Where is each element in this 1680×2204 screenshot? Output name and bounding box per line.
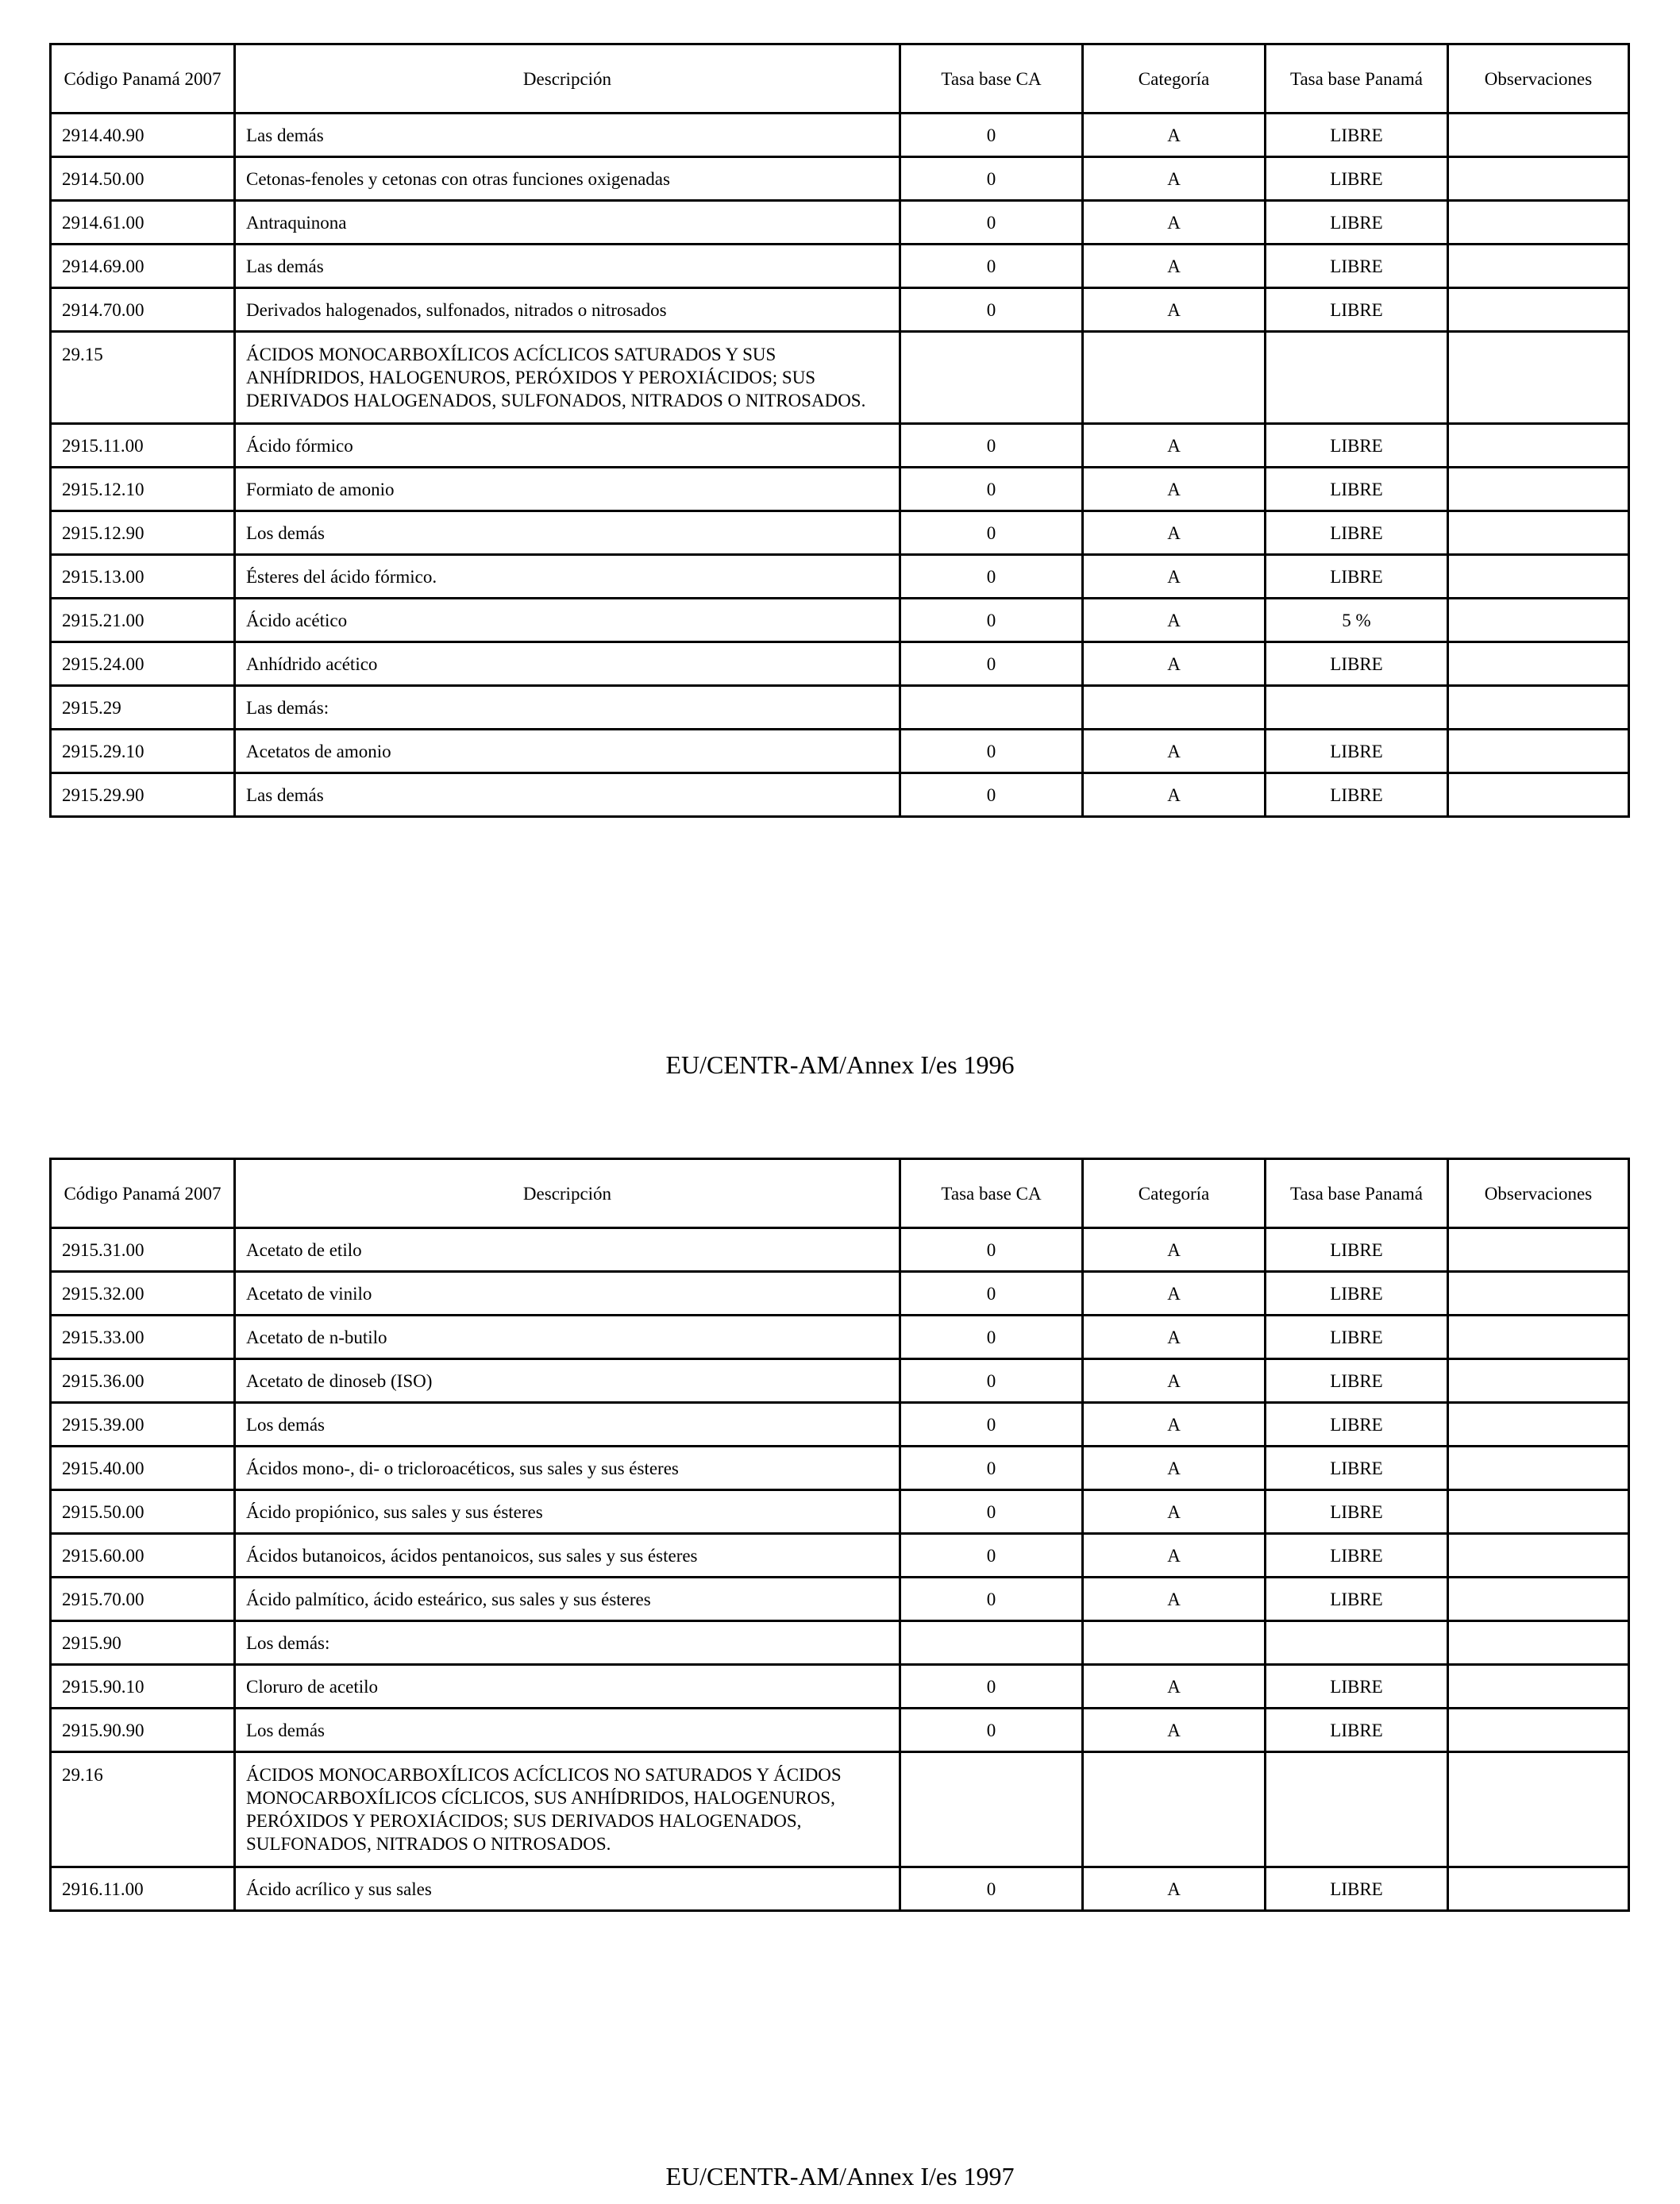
tariff-table-1 bbox=[49, 43, 1630, 818]
cell-observations bbox=[1448, 686, 1629, 730]
cell-category bbox=[1083, 332, 1266, 424]
table-row bbox=[51, 1447, 1629, 1490]
header-rate-panama: Tasa base Panamá bbox=[1266, 1159, 1448, 1228]
cell-description: Antraquinona bbox=[235, 201, 900, 245]
table-row bbox=[51, 114, 1629, 157]
cell-rate-ca: 0 bbox=[900, 599, 1083, 642]
cell-category: A bbox=[1083, 1359, 1266, 1403]
table-row bbox=[51, 1272, 1629, 1316]
cell-description: ÁCIDOS MONOCARBOXÍLICOS ACÍCLICOS NO SATURADOS Y ÁCIDOS MONOCARBOXÍLICOS CÍCLICOS, SUS ANHÍDRIDOS, HALOGENUROS, PERÓXIDOS Y PEROXIÁCIDOS; SUS DERIVADOS HALOGENADOS, SULFONADOS, NITRADOS O NITROSADOS. bbox=[235, 1752, 900, 1867]
cell-category: A bbox=[1083, 730, 1266, 773]
cell-code: 2915.31.00 bbox=[51, 1228, 235, 1272]
cell-rate-panama: LIBRE bbox=[1266, 245, 1448, 288]
cell-description: Ácido palmítico, ácido esteárico, sus sales y sus ésteres bbox=[235, 1578, 900, 1621]
table-row bbox=[51, 1534, 1629, 1578]
table-row bbox=[51, 599, 1629, 642]
cell-code: 2915.70.00 bbox=[51, 1578, 235, 1621]
cell-code: 2915.12.90 bbox=[51, 511, 235, 555]
cell-category: A bbox=[1083, 468, 1266, 511]
cell-rate-panama bbox=[1266, 1621, 1448, 1665]
cell-observations bbox=[1448, 1447, 1629, 1490]
cell-category: A bbox=[1083, 599, 1266, 642]
cell-description: Los demás: bbox=[235, 1621, 900, 1665]
cell-observations bbox=[1448, 1316, 1629, 1359]
header-rate-ca: Tasa base CA bbox=[900, 1159, 1083, 1228]
cell-rate-ca: 0 bbox=[900, 511, 1083, 555]
cell-code: 2915.33.00 bbox=[51, 1316, 235, 1359]
cell-description: Derivados halogenados, sulfonados, nitrados o nitrosados bbox=[235, 288, 900, 332]
cell-category: A bbox=[1083, 157, 1266, 201]
cell-description: Las demás bbox=[235, 114, 900, 157]
cell-rate-ca: 0 bbox=[900, 288, 1083, 332]
cell-rate-ca: 0 bbox=[900, 730, 1083, 773]
cell-rate-ca: 0 bbox=[900, 1272, 1083, 1316]
table-row bbox=[51, 1665, 1629, 1709]
cell-code: 2915.11.00 bbox=[51, 424, 235, 468]
header-rate-ca: Tasa base CA bbox=[900, 44, 1083, 114]
cell-rate-ca: 0 bbox=[900, 642, 1083, 686]
table-row bbox=[51, 555, 1629, 599]
header-observations: Observaciones bbox=[1448, 44, 1629, 114]
cell-rate-ca: 0 bbox=[900, 424, 1083, 468]
cell-category bbox=[1083, 1752, 1266, 1867]
cell-observations bbox=[1448, 1534, 1629, 1578]
cell-category: A bbox=[1083, 245, 1266, 288]
table-row bbox=[51, 1359, 1629, 1403]
table-row bbox=[51, 642, 1629, 686]
cell-rate-panama: LIBRE bbox=[1266, 1867, 1448, 1911]
header-code: Código Panamá 2007 bbox=[51, 1159, 235, 1228]
header-observations: Observaciones bbox=[1448, 1159, 1629, 1228]
cell-observations bbox=[1448, 1359, 1629, 1403]
cell-description: Los demás bbox=[235, 1709, 900, 1752]
cell-category: A bbox=[1083, 511, 1266, 555]
cell-observations bbox=[1448, 1578, 1629, 1621]
cell-description: Los demás bbox=[235, 1403, 900, 1447]
cell-code: 2916.11.00 bbox=[51, 1867, 235, 1911]
cell-observations bbox=[1448, 1709, 1629, 1752]
cell-rate-ca: 0 bbox=[900, 1665, 1083, 1709]
cell-rate-ca bbox=[900, 686, 1083, 730]
cell-observations bbox=[1448, 332, 1629, 424]
cell-rate-ca: 0 bbox=[900, 201, 1083, 245]
cell-description: Acetato de n-butilo bbox=[235, 1316, 900, 1359]
cell-category: A bbox=[1083, 1867, 1266, 1911]
cell-description: Ácido fórmico bbox=[235, 424, 900, 468]
cell-category: A bbox=[1083, 1709, 1266, 1752]
cell-rate-panama: LIBRE bbox=[1266, 1447, 1448, 1490]
cell-category bbox=[1083, 1621, 1266, 1665]
cell-code: 2914.50.00 bbox=[51, 157, 235, 201]
cell-rate-ca: 0 bbox=[900, 1403, 1083, 1447]
cell-rate-panama: LIBRE bbox=[1266, 773, 1448, 817]
tariff-table-section-2 bbox=[49, 1158, 1628, 1912]
cell-rate-ca: 0 bbox=[900, 157, 1083, 201]
cell-category: A bbox=[1083, 1665, 1266, 1709]
table-row bbox=[51, 1228, 1629, 1272]
cell-category: A bbox=[1083, 1228, 1266, 1272]
cell-code: 2915.60.00 bbox=[51, 1534, 235, 1578]
cell-category: A bbox=[1083, 555, 1266, 599]
cell-code: 2914.40.90 bbox=[51, 114, 235, 157]
table-row bbox=[51, 1316, 1629, 1359]
cell-code: 2915.32.00 bbox=[51, 1272, 235, 1316]
cell-observations bbox=[1448, 773, 1629, 817]
header-description: Descripción bbox=[235, 44, 900, 114]
table-row bbox=[51, 1621, 1629, 1665]
cell-description: Acetato de etilo bbox=[235, 1228, 900, 1272]
cell-rate-ca: 0 bbox=[900, 1447, 1083, 1490]
cell-rate-ca: 0 bbox=[900, 1534, 1083, 1578]
cell-code: 2914.69.00 bbox=[51, 245, 235, 288]
cell-observations bbox=[1448, 157, 1629, 201]
table-row bbox=[51, 730, 1629, 773]
cell-observations bbox=[1448, 1752, 1629, 1867]
tariff-table-2 bbox=[49, 1158, 1630, 1912]
cell-rate-ca: 0 bbox=[900, 1490, 1083, 1534]
cell-description: Ésteres del ácido fórmico. bbox=[235, 555, 900, 599]
cell-description: Los demás bbox=[235, 511, 900, 555]
cell-observations bbox=[1448, 511, 1629, 555]
table-row bbox=[51, 288, 1629, 332]
cell-rate-panama: LIBRE bbox=[1266, 157, 1448, 201]
cell-rate-panama bbox=[1266, 686, 1448, 730]
heading-row bbox=[51, 332, 1629, 424]
cell-rate-ca: 0 bbox=[900, 1228, 1083, 1272]
cell-rate-ca: 0 bbox=[900, 1359, 1083, 1403]
cell-observations bbox=[1448, 1621, 1629, 1665]
cell-rate-panama: LIBRE bbox=[1266, 424, 1448, 468]
table-body bbox=[51, 1228, 1629, 1911]
cell-description: Formiato de amonio bbox=[235, 468, 900, 511]
cell-code: 2915.12.10 bbox=[51, 468, 235, 511]
cell-code: 2915.36.00 bbox=[51, 1359, 235, 1403]
tariff-table-section-1 bbox=[49, 43, 1628, 818]
cell-rate-ca: 0 bbox=[900, 114, 1083, 157]
cell-observations bbox=[1448, 288, 1629, 332]
cell-observations bbox=[1448, 599, 1629, 642]
cell-category: A bbox=[1083, 201, 1266, 245]
cell-category: A bbox=[1083, 773, 1266, 817]
cell-observations bbox=[1448, 114, 1629, 157]
cell-rate-ca: 0 bbox=[900, 1867, 1083, 1911]
table-row bbox=[51, 1403, 1629, 1447]
cell-rate-panama: LIBRE bbox=[1266, 1665, 1448, 1709]
cell-code: 2915.29 bbox=[51, 686, 235, 730]
cell-description: Acetatos de amonio bbox=[235, 730, 900, 773]
cell-description: Las demás bbox=[235, 245, 900, 288]
page-footer: EU/CENTR-AM/Annex I/es 1996 bbox=[665, 1050, 1015, 1079]
cell-code: 2915.40.00 bbox=[51, 1447, 235, 1490]
header-rate-panama: Tasa base Panamá bbox=[1266, 44, 1448, 114]
cell-rate-panama: LIBRE bbox=[1266, 1578, 1448, 1621]
cell-description: Acetato de vinilo bbox=[235, 1272, 900, 1316]
cell-observations bbox=[1448, 1272, 1629, 1316]
cell-rate-panama bbox=[1266, 1752, 1448, 1867]
cell-category: A bbox=[1083, 1403, 1266, 1447]
cell-rate-ca: 0 bbox=[900, 468, 1083, 511]
table-row bbox=[51, 201, 1629, 245]
cell-description: Ácidos mono-, di- o tricloroacéticos, sus sales y sus ésteres bbox=[235, 1447, 900, 1490]
cell-rate-panama bbox=[1266, 332, 1448, 424]
table-row bbox=[51, 686, 1629, 730]
cell-rate-panama: LIBRE bbox=[1266, 1228, 1448, 1272]
cell-rate-ca: 0 bbox=[900, 1316, 1083, 1359]
cell-code: 2915.50.00 bbox=[51, 1490, 235, 1534]
cell-rate-panama: LIBRE bbox=[1266, 1534, 1448, 1578]
cell-code: 2915.90.10 bbox=[51, 1665, 235, 1709]
cell-category: A bbox=[1083, 114, 1266, 157]
cell-rate-panama: LIBRE bbox=[1266, 1709, 1448, 1752]
cell-category: A bbox=[1083, 1447, 1266, 1490]
cell-observations bbox=[1448, 730, 1629, 773]
cell-description: Ácidos butanoicos, ácidos pentanoicos, sus sales y sus ésteres bbox=[235, 1534, 900, 1578]
cell-code: 29.16 bbox=[51, 1752, 235, 1867]
cell-observations bbox=[1448, 245, 1629, 288]
cell-rate-panama: LIBRE bbox=[1266, 1490, 1448, 1534]
table-row bbox=[51, 424, 1629, 468]
cell-rate-panama: LIBRE bbox=[1266, 555, 1448, 599]
cell-code: 2915.21.00 bbox=[51, 599, 235, 642]
table-row bbox=[51, 245, 1629, 288]
cell-rate-panama: LIBRE bbox=[1266, 642, 1448, 686]
cell-code: 2915.13.00 bbox=[51, 555, 235, 599]
cell-code: 2914.70.00 bbox=[51, 288, 235, 332]
table-header-row bbox=[51, 44, 1629, 114]
table-row bbox=[51, 1490, 1629, 1534]
cell-rate-ca: 0 bbox=[900, 1578, 1083, 1621]
cell-category: A bbox=[1083, 642, 1266, 686]
cell-rate-panama: LIBRE bbox=[1266, 1359, 1448, 1403]
table-row bbox=[51, 773, 1629, 817]
cell-rate-panama: LIBRE bbox=[1266, 288, 1448, 332]
cell-description: Anhídrido acético bbox=[235, 642, 900, 686]
cell-description: Cloruro de acetilo bbox=[235, 1665, 900, 1709]
header-category: Categoría bbox=[1083, 1159, 1266, 1228]
cell-category: A bbox=[1083, 1272, 1266, 1316]
table-header-row bbox=[51, 1159, 1629, 1228]
cell-rate-panama: LIBRE bbox=[1266, 468, 1448, 511]
cell-description: Las demás bbox=[235, 773, 900, 817]
cell-observations bbox=[1448, 1665, 1629, 1709]
cell-observations bbox=[1448, 1403, 1629, 1447]
cell-category: A bbox=[1083, 424, 1266, 468]
cell-rate-panama: LIBRE bbox=[1266, 1403, 1448, 1447]
cell-code: 2915.90.90 bbox=[51, 1709, 235, 1752]
table-row bbox=[51, 511, 1629, 555]
header-description: Descripción bbox=[235, 1159, 900, 1228]
cell-code: 2914.61.00 bbox=[51, 201, 235, 245]
cell-rate-ca: 0 bbox=[900, 555, 1083, 599]
cell-description: ÁCIDOS MONOCARBOXÍLICOS ACÍCLICOS SATURADOS Y SUS ANHÍDRIDOS, HALOGENUROS, PERÓXIDOS Y PEROXIÁCIDOS; SUS DERIVADOS HALOGENADOS, SULFONADOS, NITRADOS O NITROSADOS. bbox=[235, 332, 900, 424]
cell-observations bbox=[1448, 1490, 1629, 1534]
cell-rate-ca bbox=[900, 1752, 1083, 1867]
cell-rate-panama: LIBRE bbox=[1266, 114, 1448, 157]
cell-description: Acetato de dinoseb (ISO) bbox=[235, 1359, 900, 1403]
cell-category: A bbox=[1083, 1490, 1266, 1534]
header-category: Categoría bbox=[1083, 44, 1266, 114]
cell-code: 2915.24.00 bbox=[51, 642, 235, 686]
cell-rate-panama: LIBRE bbox=[1266, 511, 1448, 555]
cell-observations bbox=[1448, 201, 1629, 245]
cell-code: 2915.90 bbox=[51, 1621, 235, 1665]
cell-observations bbox=[1448, 1228, 1629, 1272]
cell-category bbox=[1083, 686, 1266, 730]
cell-description: Ácido propiónico, sus sales y sus ésteres bbox=[235, 1490, 900, 1534]
cell-observations bbox=[1448, 424, 1629, 468]
header-code: Código Panamá 2007 bbox=[51, 44, 235, 114]
table-row bbox=[51, 1578, 1629, 1621]
cell-observations bbox=[1448, 555, 1629, 599]
page-footer: EU/CENTR-AM/Annex I/es 1997 bbox=[665, 2162, 1015, 2191]
cell-category: A bbox=[1083, 1316, 1266, 1359]
cell-description: Ácido acético bbox=[235, 599, 900, 642]
cell-description: Las demás: bbox=[235, 686, 900, 730]
cell-rate-panama: LIBRE bbox=[1266, 730, 1448, 773]
cell-code: 2915.29.90 bbox=[51, 773, 235, 817]
table-row bbox=[51, 1709, 1629, 1752]
cell-rate-panama: 5 % bbox=[1266, 599, 1448, 642]
cell-code: 29.15 bbox=[51, 332, 235, 424]
cell-rate-panama: LIBRE bbox=[1266, 1316, 1448, 1359]
cell-rate-panama: LIBRE bbox=[1266, 201, 1448, 245]
cell-category: A bbox=[1083, 1534, 1266, 1578]
table-body bbox=[51, 114, 1629, 817]
heading-row bbox=[51, 1752, 1629, 1867]
cell-observations bbox=[1448, 468, 1629, 511]
cell-rate-ca: 0 bbox=[900, 1709, 1083, 1752]
table-row bbox=[51, 1867, 1629, 1911]
cell-code: 2915.29.10 bbox=[51, 730, 235, 773]
cell-rate-ca bbox=[900, 332, 1083, 424]
cell-rate-panama: LIBRE bbox=[1266, 1272, 1448, 1316]
cell-rate-ca bbox=[900, 1621, 1083, 1665]
cell-category: A bbox=[1083, 1578, 1266, 1621]
cell-observations bbox=[1448, 642, 1629, 686]
table-row bbox=[51, 157, 1629, 201]
cell-rate-ca: 0 bbox=[900, 773, 1083, 817]
cell-category: A bbox=[1083, 288, 1266, 332]
cell-description: Cetonas-fenoles y cetonas con otras funciones oxigenadas bbox=[235, 157, 900, 201]
cell-code: 2915.39.00 bbox=[51, 1403, 235, 1447]
cell-rate-ca: 0 bbox=[900, 245, 1083, 288]
cell-description: Ácido acrílico y sus sales bbox=[235, 1867, 900, 1911]
cell-observations bbox=[1448, 1867, 1629, 1911]
table-row bbox=[51, 468, 1629, 511]
